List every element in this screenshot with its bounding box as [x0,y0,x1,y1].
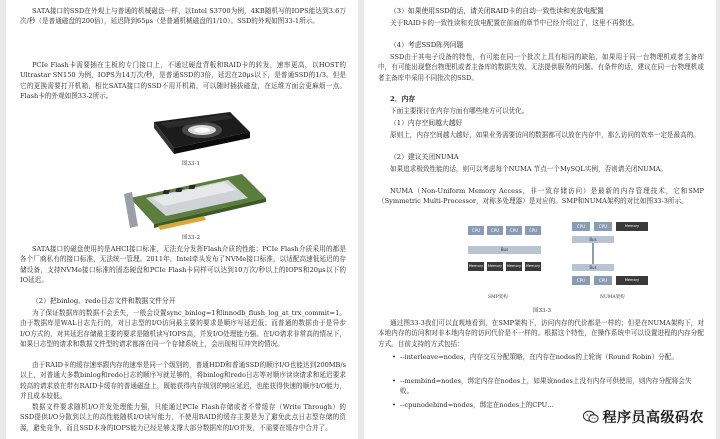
paragraph: NUMA（Non-Uniform Memory Access，非一致存储访问）是最新的内存管理技术，它和SMP（Symmetric Multi-Processor，对称多处理器）是对应的。SMP和NUMA架构的对比如图33-3所示。 [378,187,704,206]
paragraph: PCIe Flash卡需要插在主板的专门接口上，不通过硬盘背板和RAID卡的转发，速率更高，以HOST的Ultrastar SN150 为例，IOPS为14万次/秒，是普通SSD的3倍，延迟在20μs以下，是普通SSD的1/3。但是它的更换需要打开机箱，相比SATA接口的SSD不用开机箱，可以随时插拔磁盘，在运维方面会更麻烦一点。Flash卡的外观如图33-2所示。 [20,61,346,101]
paragraph: 为了保证数据库的数据不会丢失，一般会设置sync_binlog=1和innodb_flush_log_at_trx_commit=1。由于数据库是WAL日志先行的，对日志型的I/O访问最主要的要求是顺序写延迟低；而普通的数据由于是异步I/O方式的，对其延迟存储最主要的要求是随机读写IOPS高，并发I/O处理能力强。在I/O请求非常高的情况下，如果日志型的请求和数据文件型的请求都落在同一个存储系统上，会出现相互冲突的情况。 [20,309,346,349]
bus-bar: Bus [572,236,614,243]
left-page [6,0,358,439]
paragraph: 原则上，内存空间越大越好，如果业务需要访问的数据都可以放在内存中，那么访问的效率一定是最高的。 [390,131,700,139]
smp-label: SMP架构 [488,295,508,300]
watermark [579,405,709,429]
memory-box: Memory [616,222,648,231]
memory-box: Memory [616,276,648,285]
numa-label: NUMA架构 [600,295,625,300]
numa-diagram [572,222,664,288]
pcie-flash-card-image [124,168,274,234]
cpu-box: CPU [572,222,590,231]
paragraph: 如果追求极致性能的话，则可以考虑每个NUMA 节点一个MySQL实例，否则请关闭NUMA。 [390,165,667,173]
paragraph: 数据文件要求随机I/O并发处理能力强，只能通过PCIe Flash存储或者不带缓存（Write Through）的SSD提供I/O分散到以上的高性能随机I/O读写能力，不使用RAID的缓存主要是为了避免此点日志型存储的资源，避免竞争，而且SSD本身的IOPS能力已经足够支撑大部分数据库的I/O并发，不需要在缓存中合并了。 [20,403,346,432]
paragraph: SATA接口的SSD在外观上与普通的机械磁盘一样，以Intel S3700为例，4KB随机写的IOPS能达到3.6万次/秒（是普通磁盘的200倍），延迟降到65μs（是普通机械磁盘的1/10）。SSD的外观如图33-1所示。 [20,7,346,26]
section-heading: （3）如果使用SSD的话，请关闭RAID卡的自动一致性读和充放电配置 [390,7,604,15]
section-heading: （1）内存空间越大越好 [390,119,463,127]
section-heading: （2）建议关闭NUMA [390,153,459,161]
figure-caption: 图33-3 [532,308,552,314]
bus-bar: Bus [468,246,541,254]
memory-box: Memory [506,262,522,271]
paragraph: 下面主要探讨在内存方面有哪些地方可以优化。 [390,107,529,115]
cpu-box: CPU [506,226,522,235]
cpu-box: CPU [572,276,590,285]
paragraph: 由于RAID卡的缓存速率跟内存的速率是同一个级别的，普通HDD和普通SSD的顺序I/O也能达到200MB/s以上，对普通大多数binlog和redo日志的顺序写就足够的，将binlog和redo日志等对顺序读读请求和延迟要求较高的请求放在带有RAID卡缓存的普通磁盘上，既能获得内存级别的响应延迟，也能获得快速的顺序I/O能力，并且成本较低。 [20,361,346,400]
memory-box: Memory [468,262,484,271]
cpu-box: CPU [487,226,503,235]
list-item: • --membind=nodes，绑定内存在nodes上，如果该nodes上没有内存可供使用，则内存分配将会失败。 [400,376,700,397]
watermark-text: 程序员高级码农 [602,410,704,426]
paragraph: SATA接口的磁盘使用的是AHCI接口标准，无法充分发挥Flash介质的性能；PCIe Flash介质采用的都是各个厂商私有的接口标准，无法统一管理。2011年，Intel牵头发布了NVMe接口标准，以适配高速低延迟的存储设备，支持NVMe接口标准的固态硬盘和PCIe Flash卡同样可以达到10万次/秒以上的IOPS和20μs以下的IO延迟。 [20,245,346,285]
section-heading: （4）考虑SSD阵列问题 [390,41,464,49]
figure-caption: 图33-1 [181,161,201,167]
cpu-box: CPU [468,226,484,235]
section-heading: （2）把binlog、redo日志文件和数据文件分开 [32,297,176,305]
memory-box: Memory [487,262,503,271]
paragraph: SSD由于其电子设备的特性，有可能在同一个批次上具有相同的缺陷，如果用于同一台物理机或者主备库中，有可能出现整台物理机或者主备库的数据失效、无法提供服务的问题。有条件的话，建议在同一台物理机或者主备库中采用不同批次的SSD。 [378,53,704,82]
cpu-box: CPU [525,226,541,235]
figure-caption: 图33-2 [181,235,201,241]
wechat-icon [583,410,599,424]
cpu-box: CPU [594,276,612,285]
interconnect-line [592,243,594,264]
list-item: • --cpunodebind=nodes，绑定在nodes上的CPU… [400,400,630,410]
section-heading: 2．内存 [390,95,416,103]
bus-bar: Bus [572,264,614,271]
right-page [364,0,716,439]
ssd-image [146,108,256,164]
smp-numa-diagram [464,222,664,318]
smp-diagram [464,226,544,286]
paragraph: 通过图33-3我们可以直观地看到，在SMP架构下，访问内存的代价都是一样的；但是在NUMA架构下，对本地内存的访问和对非本地内存的访问代价是不一样的。根据这个特性，在操作系统中可以设置进程的内存分配方式。目前支持的方式包括： [378,319,704,348]
paragraph: 关于RAID卡的一致性读和充放电配置在前面的章节中已经介绍过了，这里不再赘述。 [390,19,639,27]
cpu-box: CPU [594,222,612,231]
memory-box: Memory [525,262,541,271]
list-item: • --interleave=nodes，内存交互分配策略，在内存在nodes的上轮询（Round Robin）分配。 [400,352,700,362]
